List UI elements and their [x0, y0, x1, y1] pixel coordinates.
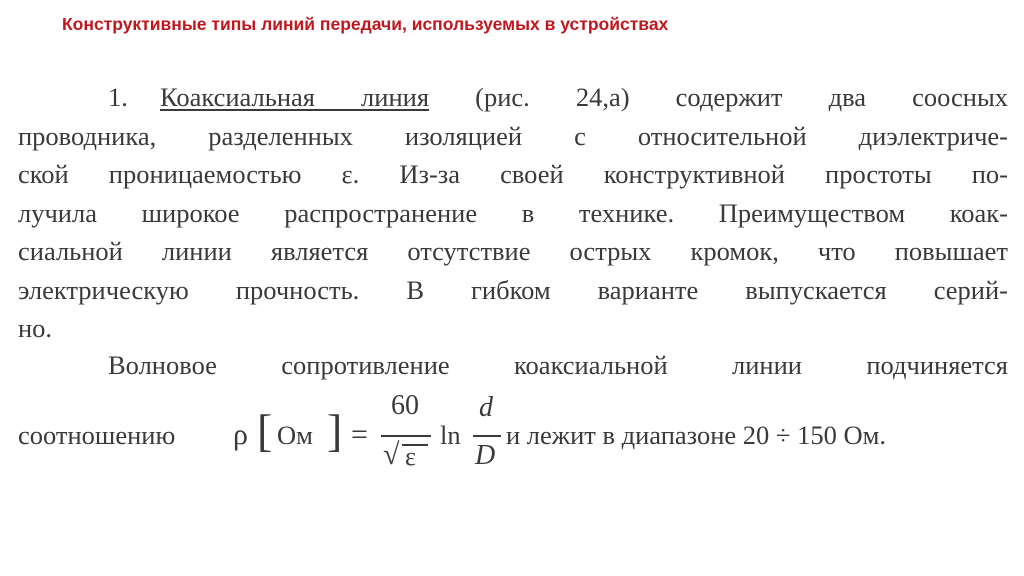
formula-rho: ρ: [233, 418, 248, 451]
formula-sqrt-sign: √: [383, 438, 400, 471]
formula-row: [18, 392, 1008, 487]
paragraph-2-line-1: Волновое сопротивление коаксиальной линии подчиняется: [108, 350, 1008, 380]
paragraph-2: [18, 346, 1008, 385]
paragraph-number: 1.: [108, 82, 128, 112]
paragraph-1-line-1-rest: (рис. 24,а) содержит два соосных: [429, 82, 1009, 112]
formula-unit: Ом: [277, 420, 313, 450]
formula-epsilon: ε: [405, 442, 416, 471]
slide-title: Конструктивные типы линий передачи, используемых в устройствах: [62, 14, 669, 34]
paragraph-1-line-1: [18, 78, 1008, 117]
paragraph-1-line-2: проводника, разделенных изоляцией с относительной диэлектриче-: [18, 120, 1008, 151]
impedance-formula: [221, 392, 501, 487]
paragraph-1-line-3: ской проницаемостью ε. Из-за своей конструктивной простоты по-: [18, 159, 1008, 189]
paragraph-1: [18, 78, 1008, 348]
formula-left-bracket: [: [257, 405, 273, 456]
formula-equals: =: [351, 418, 368, 451]
formula-ln: ln: [440, 420, 461, 450]
formula-right-bracket: ]: [327, 405, 343, 456]
paragraph-1-line-5: сиальной линии является отсутствие острых кромок, что повышает: [18, 236, 1008, 266]
formula-numerator: 60: [391, 390, 419, 421]
formula-outer-diameter: D: [475, 440, 496, 471]
formula-lead-text: соотношению: [18, 420, 176, 450]
term-coaxial-line: Коаксиальная линия: [160, 82, 430, 112]
formula-inner-diameter: d: [479, 392, 493, 423]
formula-ratio-bar: [473, 435, 501, 437]
formula-trail-text: и лежит в диапазоне 20 ÷ 150 Ом.: [506, 420, 886, 450]
formula-fraction-bar: [381, 435, 431, 437]
paragraph-1-line-4: лучила широкое распространение в технике. Преимуществом коак-: [18, 197, 1008, 228]
paragraph-1-line-7: но.: [18, 313, 53, 343]
paragraph-1-line-6: электрическую прочность. В гибком варианте выпускается серий-: [18, 274, 1008, 305]
